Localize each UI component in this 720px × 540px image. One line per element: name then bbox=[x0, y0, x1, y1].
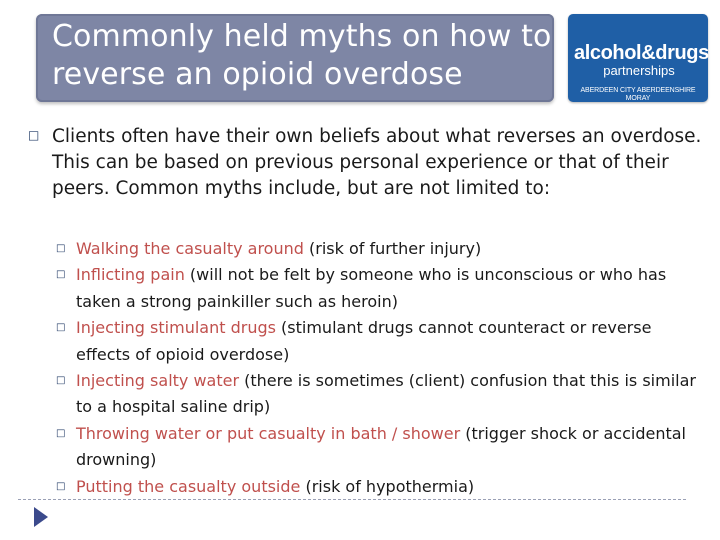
square-bullet-icon: □ bbox=[28, 128, 40, 142]
logo-sub-text: partnerships bbox=[603, 63, 675, 78]
myth-text: Throwing water or put casualty in bath / shower bbox=[76, 423, 461, 443]
square-bullet-icon: □ bbox=[56, 269, 66, 281]
myths-list bbox=[56, 236, 706, 500]
myth-reason: (risk of hypothermia) bbox=[300, 476, 475, 496]
list-item bbox=[56, 236, 706, 262]
myth-reason: (will not be felt by someone who is unconscious or who has taken a strong painkiller such as heroin) bbox=[76, 265, 667, 311]
list-item bbox=[56, 368, 706, 421]
myth-text: Injecting salty water bbox=[76, 371, 240, 391]
partner-logo bbox=[568, 14, 708, 102]
myth-reason: (risk of further injury) bbox=[303, 239, 482, 258]
myth-text: Injecting stimulant drugs bbox=[76, 318, 276, 338]
myth-text: Walking the casualty around bbox=[76, 239, 304, 258]
square-bullet-icon: □ bbox=[56, 375, 66, 387]
logo-main-text: alcohol&drugs bbox=[574, 42, 709, 64]
slide-title: Commonly held myths on how to reverse an opioid overdose bbox=[52, 19, 552, 92]
myth-reason: (stimulant drugs cannot counteract or reverse effects of opioid overdose) bbox=[76, 318, 652, 364]
square-bullet-icon: □ bbox=[56, 480, 66, 492]
myth-reason: (there is sometimes (client) confusion that this is similar to a hospital saline drip) bbox=[76, 371, 696, 417]
square-bullet-icon: □ bbox=[56, 427, 66, 439]
footer-divider bbox=[18, 499, 686, 500]
myth-reason: (trigger shock or accidental drowning) bbox=[76, 423, 686, 470]
list-item bbox=[56, 315, 706, 368]
intro-paragraph: Clients often have their own beliefs about what reverses an overdose. This can be based on previous personal experience or that of their peers. Common myths include, but are not limited to: bbox=[52, 126, 702, 199]
square-bullet-icon: □ bbox=[56, 322, 66, 334]
square-bullet-icon: □ bbox=[56, 243, 66, 254]
myth-text: Inflicting pain bbox=[76, 265, 185, 285]
myth-text: Putting the casualty outside bbox=[76, 476, 301, 496]
list-item bbox=[56, 474, 706, 500]
list-item bbox=[56, 262, 706, 315]
logo-places-text: ABERDEEN CITY ABERDEENSHIRE MORAY bbox=[580, 87, 696, 102]
next-slide-arrow-icon[interactable] bbox=[34, 507, 48, 527]
list-item bbox=[56, 421, 706, 474]
